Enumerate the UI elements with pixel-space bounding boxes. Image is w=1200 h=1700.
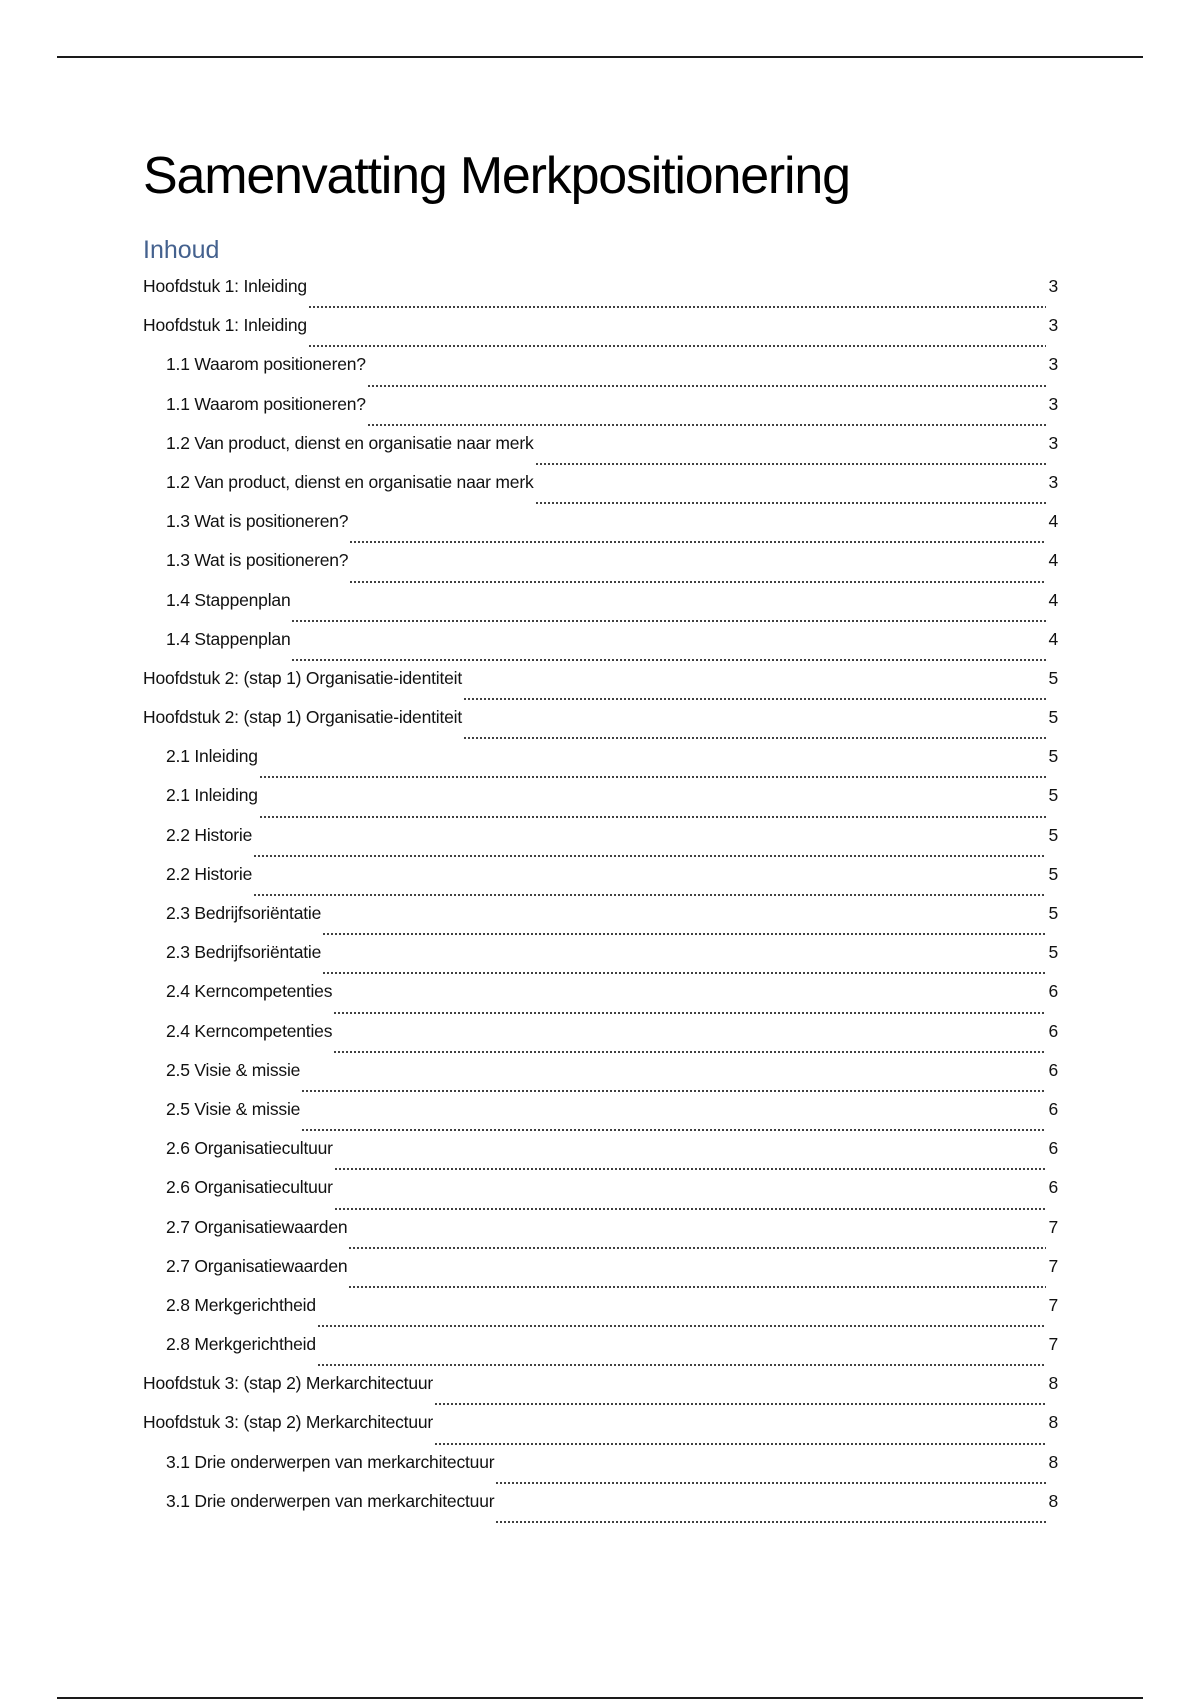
toc-entry-page-number: 5 [1048, 942, 1058, 963]
toc-entry-label: Hoofdstuk 1: Inleiding [143, 315, 307, 336]
toc-dot-leader [434, 1402, 1046, 1406]
toc-dot-leader [322, 971, 1046, 975]
toc-dot-leader [349, 540, 1046, 544]
toc-entry-page-number: 5 [1048, 667, 1058, 688]
toc-dot-leader [317, 1363, 1046, 1367]
toc-dot-leader [434, 1442, 1046, 1446]
toc-entry[interactable] [143, 863, 1058, 902]
toc-entry[interactable] [143, 275, 1058, 314]
toc-entry[interactable] [143, 510, 1058, 549]
toc-dot-leader [334, 1207, 1046, 1211]
toc-dot-leader [291, 619, 1046, 623]
toc-entry-page-number: 3 [1048, 315, 1058, 336]
toc-entry-page-number: 4 [1048, 511, 1058, 532]
toc-entry[interactable] [143, 1176, 1058, 1215]
toc-entry-page-number: 8 [1048, 1373, 1058, 1394]
toc-entry-label: 2.1 Inleiding [166, 785, 258, 806]
toc-dot-leader [308, 305, 1046, 309]
toc-entry-label: 1.2 Van product, dienst en organisatie naar merk [166, 471, 534, 492]
toc-heading: Inhoud [143, 236, 220, 264]
toc-entry-label: 2.2 Historie [166, 824, 253, 845]
toc-entry[interactable] [143, 393, 1058, 432]
toc-entry[interactable] [143, 706, 1058, 745]
header-rule [57, 56, 1143, 58]
toc-entry[interactable] [143, 471, 1058, 510]
toc-entry[interactable] [143, 1255, 1058, 1294]
toc-entry[interactable] [143, 1490, 1058, 1529]
toc-entry-label: 3.1 Drie onderwerpen van merkarchitectuur [166, 1451, 495, 1472]
toc-entry-label: 2.8 Merkgerichtheid [166, 1294, 316, 1315]
toc-entry[interactable] [143, 1372, 1058, 1411]
toc-dot-leader [348, 1285, 1046, 1289]
toc-entry-page-number: 3 [1048, 354, 1058, 375]
toc-dot-leader [348, 1246, 1046, 1250]
toc-dot-leader [495, 1520, 1046, 1524]
toc-entry[interactable] [143, 784, 1058, 823]
toc-dot-leader [308, 344, 1046, 348]
table-of-contents [143, 275, 1058, 1529]
toc-entry-page-number: 7 [1048, 1255, 1058, 1276]
toc-entry[interactable] [143, 824, 1058, 863]
toc-entry-page-number: 7 [1048, 1334, 1058, 1355]
toc-entry-page-number: 7 [1048, 1294, 1058, 1315]
toc-entry[interactable] [143, 1020, 1058, 1059]
toc-entry-label: 2.3 Bedrijfsoriëntatie [166, 942, 322, 963]
toc-entry[interactable] [143, 1294, 1058, 1333]
toc-entry-label: Hoofdstuk 3: (stap 2) Merkarchitectuur [143, 1373, 434, 1394]
toc-entry-page-number: 4 [1048, 550, 1058, 571]
toc-entry-label: 2.6 Organisatiecultuur [166, 1138, 333, 1159]
toc-dot-leader [535, 462, 1046, 466]
toc-entry-label: 2.6 Organisatiecultuur [166, 1177, 333, 1198]
toc-entry-label: 1.4 Stappenplan [166, 589, 291, 610]
toc-entry-page-number: 5 [1048, 863, 1058, 884]
toc-dot-leader [301, 1089, 1046, 1093]
toc-dot-leader [495, 1481, 1046, 1485]
toc-entry-page-number: 6 [1048, 1059, 1058, 1080]
toc-entry-page-number: 6 [1048, 1020, 1058, 1041]
toc-entry-page-number: 6 [1048, 981, 1058, 1002]
toc-entry-label: 2.7 Organisatiewaarden [166, 1216, 348, 1237]
toc-entry-page-number: 8 [1048, 1490, 1058, 1511]
toc-entry[interactable] [143, 1333, 1058, 1372]
toc-entry-label: 2.3 Bedrijfsoriëntatie [166, 903, 322, 923]
toc-entry-label: 2.1 Inleiding [166, 746, 258, 767]
toc-entry-page-number: 3 [1048, 276, 1058, 296]
toc-entry-page-number: 4 [1048, 628, 1058, 649]
toc-entry[interactable] [143, 353, 1058, 392]
toc-dot-leader [463, 736, 1046, 740]
toc-entry[interactable] [143, 589, 1058, 628]
toc-entry-label: 1.3 Wat is positioneren? [166, 511, 349, 532]
toc-dot-leader [322, 932, 1046, 936]
toc-entry-label: 2.5 Visie & missie [166, 1059, 301, 1080]
toc-entry[interactable] [143, 745, 1058, 784]
toc-dot-leader [333, 1050, 1046, 1054]
toc-entry-page-number: 5 [1048, 707, 1058, 728]
toc-entry[interactable] [143, 1411, 1058, 1450]
toc-entry[interactable] [143, 1216, 1058, 1255]
toc-entry-page-number: 7 [1048, 1216, 1058, 1237]
toc-entry-page-number: 3 [1048, 393, 1058, 414]
toc-dot-leader [253, 854, 1046, 858]
toc-dot-leader [291, 658, 1046, 662]
toc-entry-page-number: 3 [1048, 471, 1058, 492]
toc-entry-label: 2.4 Kerncompetenties [166, 1020, 333, 1041]
toc-entry[interactable] [143, 628, 1058, 667]
toc-entry-label: 1.2 Van product, dienst en organisatie naar merk [166, 432, 534, 453]
toc-entry-label: Hoofdstuk 2: (stap 1) Organisatie-identiteit [143, 667, 463, 688]
toc-entry[interactable] [143, 314, 1058, 353]
toc-entry[interactable] [143, 549, 1058, 588]
toc-entry[interactable] [143, 941, 1058, 980]
toc-dot-leader [349, 580, 1046, 584]
toc-entry-label: 2.8 Merkgerichtheid [166, 1334, 316, 1355]
toc-entry-label: 3.1 Drie onderwerpen van merkarchitectuur [166, 1490, 495, 1511]
footer-rule [57, 1697, 1143, 1699]
toc-entry-label: 1.4 Stappenplan [166, 628, 291, 649]
toc-entry-label: 2.4 Kerncompetenties [166, 981, 333, 1002]
toc-entry[interactable] [143, 1098, 1058, 1137]
toc-entry-page-number: 5 [1048, 903, 1058, 923]
toc-dot-leader [367, 384, 1046, 388]
toc-entry-label: 2.5 Visie & missie [166, 1098, 301, 1119]
toc-dot-leader [334, 1167, 1046, 1171]
toc-entry-page-number: 5 [1048, 824, 1058, 845]
toc-entry-page-number: 6 [1048, 1138, 1058, 1159]
toc-entry-label: 1.1 Waarom positioneren? [166, 354, 366, 375]
toc-entry-page-number: 6 [1048, 1098, 1058, 1119]
document-title: Samenvatting Merkpositionering [143, 147, 850, 205]
toc-entry[interactable] [143, 1451, 1058, 1490]
toc-entry-label: Hoofdstuk 2: (stap 1) Organisatie-identiteit [143, 707, 463, 728]
toc-entry-label: 1.1 Waarom positioneren? [166, 393, 366, 414]
toc-dot-leader [259, 775, 1046, 779]
toc-entry[interactable] [143, 1137, 1058, 1176]
toc-entry-label: Hoofdstuk 1: Inleiding [143, 276, 307, 296]
toc-entry-page-number: 4 [1048, 589, 1058, 610]
toc-entry-page-number: 8 [1048, 1412, 1058, 1433]
toc-entry[interactable] [143, 1059, 1058, 1098]
toc-dot-leader [463, 697, 1046, 701]
toc-entry-page-number: 5 [1048, 746, 1058, 767]
toc-dot-leader [253, 893, 1046, 897]
toc-dot-leader [301, 1128, 1046, 1132]
toc-dot-leader [259, 815, 1046, 819]
toc-entry[interactable] [143, 980, 1058, 1019]
toc-entry-label: Hoofdstuk 3: (stap 2) Merkarchitectuur [143, 1412, 434, 1433]
toc-entry-label: 1.3 Wat is positioneren? [166, 550, 349, 571]
toc-entry-page-number: 8 [1048, 1451, 1058, 1472]
toc-dot-leader [317, 1324, 1046, 1328]
toc-entry-page-number: 6 [1048, 1177, 1058, 1198]
toc-dot-leader [535, 501, 1046, 505]
toc-entry[interactable] [143, 902, 1058, 941]
toc-entry-label: 2.2 Historie [166, 863, 253, 884]
toc-dot-leader [333, 1011, 1046, 1015]
toc-entry-page-number: 3 [1048, 432, 1058, 453]
toc-entry-label: 2.7 Organisatiewaarden [166, 1255, 348, 1276]
toc-entry[interactable] [143, 667, 1058, 706]
toc-dot-leader [367, 423, 1046, 427]
toc-entry[interactable] [143, 432, 1058, 471]
toc-entry-page-number: 5 [1048, 785, 1058, 806]
